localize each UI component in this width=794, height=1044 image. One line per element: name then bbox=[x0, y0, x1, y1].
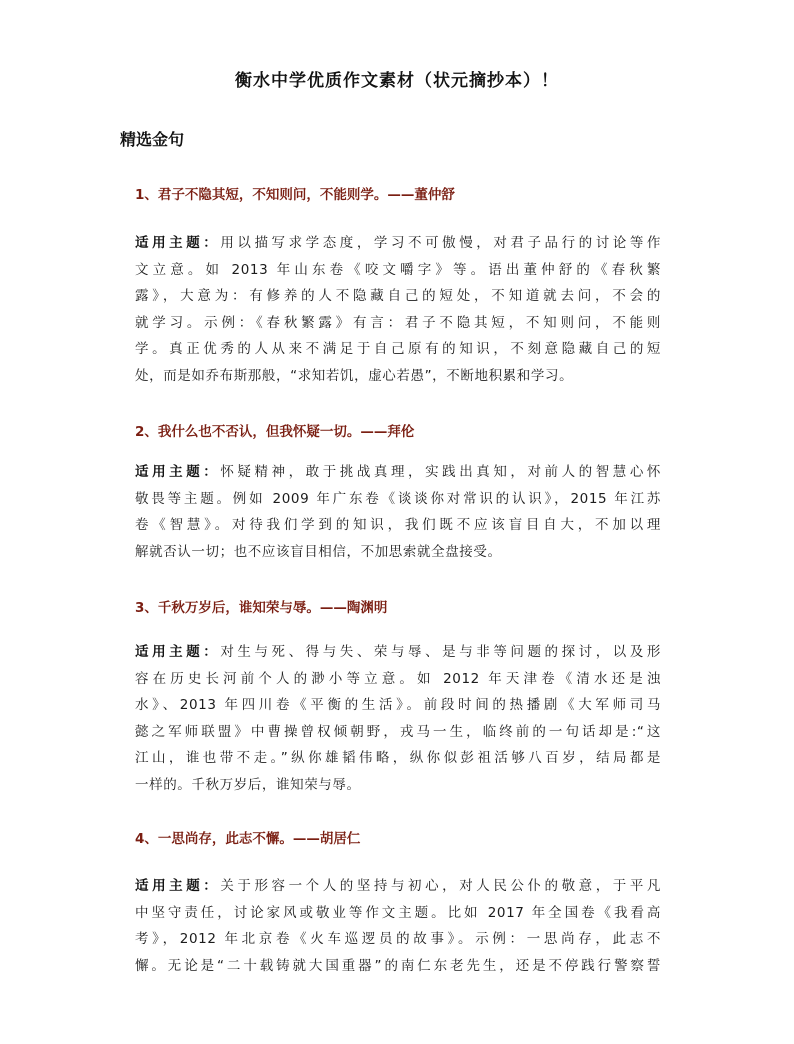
paragraph-text: 对生与死、得与失、荣与辱、是与非等问题的探讨，以及形 bbox=[220, 644, 661, 660]
paragraph-4 bbox=[135, 873, 661, 979]
paragraph-line: 学。真正优秀的人从来不满足于自己原有的知识，不刻意隐藏自己的短 bbox=[135, 341, 661, 357]
paragraph-line: 江山，谁也带不走。”纵你雄韬伟略，纵你似彭祖活够八百岁，结局都是 bbox=[135, 750, 661, 766]
paragraph-text: 关于形容一个人的坚持与初心，对人民公仆的敬意，于平凡 bbox=[220, 878, 661, 894]
quote-4: 4、一思尚存，此志不懈。——胡居仁 bbox=[135, 831, 361, 847]
paragraph-line: 卷《智慧》。对待我们学到的知识，我们既不应该盲目自大，不加以理 bbox=[135, 517, 661, 533]
paragraph-line: 一样的。千秋万岁后，谁知荣与辱。 bbox=[135, 776, 361, 793]
paragraph-line: 中坚守责任，讨论家风或敬业等作文主题。比如 2017 年全国卷《我看高 bbox=[135, 904, 661, 921]
quote-1: 1、君子不隐其短，不知则问，不能则学。——董仲舒 bbox=[135, 187, 455, 203]
paragraph-text: 用以描写求学态度，学习不可傲慢，对君子品行的讨论等作 bbox=[220, 235, 661, 251]
paragraph-line: 露》，大意为：有修养的人不隐藏自己的短处，不知道就去问，不会的 bbox=[135, 288, 661, 304]
paragraph-line bbox=[135, 230, 661, 257]
theme-label: 适用主题： bbox=[135, 235, 221, 251]
theme-label: 适用主题： bbox=[135, 464, 221, 480]
paragraph-text: 怀疑精神，敢于挑战真理，实践出真知，对前人的智慧心怀 bbox=[220, 464, 661, 480]
paragraph-line: 处，而是如乔布斯那般，“求知若饥，虚心若愚”，不断地积累和学习。 bbox=[135, 367, 574, 384]
paragraph-line: 懈。无论是“二十载铸就大国重器”的南仁东老先生，还是不停践行警察誓 bbox=[135, 957, 661, 974]
paragraph-line: 水》、2013 年四川卷《平衡的生活》。前段时间的热播剧《大军师司马 bbox=[135, 697, 661, 713]
paragraph-line: 敬畏等主题。例如 2009 年广东卷《谈谈你对常识的认识》，2015 年江苏 bbox=[135, 490, 661, 507]
paragraph-2 bbox=[135, 459, 661, 565]
paragraph-3 bbox=[135, 639, 661, 798]
paragraph-line bbox=[135, 459, 661, 486]
section-heading: 精选金句 bbox=[120, 130, 185, 149]
paragraph-line: 文立意。如 2013 年山东卷《咬文嚼字》等。语出董仲舒的《春秋繁 bbox=[135, 261, 661, 278]
document-title: 衡水中学优质作文素材（状元摘抄本）！ bbox=[235, 71, 559, 91]
paragraph-line bbox=[135, 873, 661, 900]
paragraph-line bbox=[135, 639, 661, 666]
paragraph-line: 懿之军师联盟》中曹操曾权倾朝野，戎马一生，临终前的一句话却是:“这 bbox=[135, 723, 661, 740]
paragraph-line: 容在历史长河前个人的渺小等立意。如 2012 年天津卷《清水还是浊 bbox=[135, 670, 661, 687]
theme-label: 适用主题： bbox=[135, 644, 221, 660]
quote-2: 2、我什么也不否认，但我怀疑一切。——拜伦 bbox=[135, 424, 415, 440]
theme-label: 适用主题： bbox=[135, 878, 221, 894]
paragraph-line: 考》，2012 年北京卷《火车巡逻员的故事》。示例：一思尚存，此志不 bbox=[135, 931, 661, 947]
paragraph-line: 解就否认一切；也不应该盲目相信，不加思索就全盘接受。 bbox=[135, 543, 502, 560]
paragraph-line: 就学习。示例：《春秋繁露》有言：君子不隐其短，不知则问，不能则 bbox=[135, 314, 661, 331]
quote-3: 3、千秋万岁后，谁知荣与辱。——陶渊明 bbox=[135, 600, 388, 616]
paragraph-1 bbox=[135, 230, 661, 389]
